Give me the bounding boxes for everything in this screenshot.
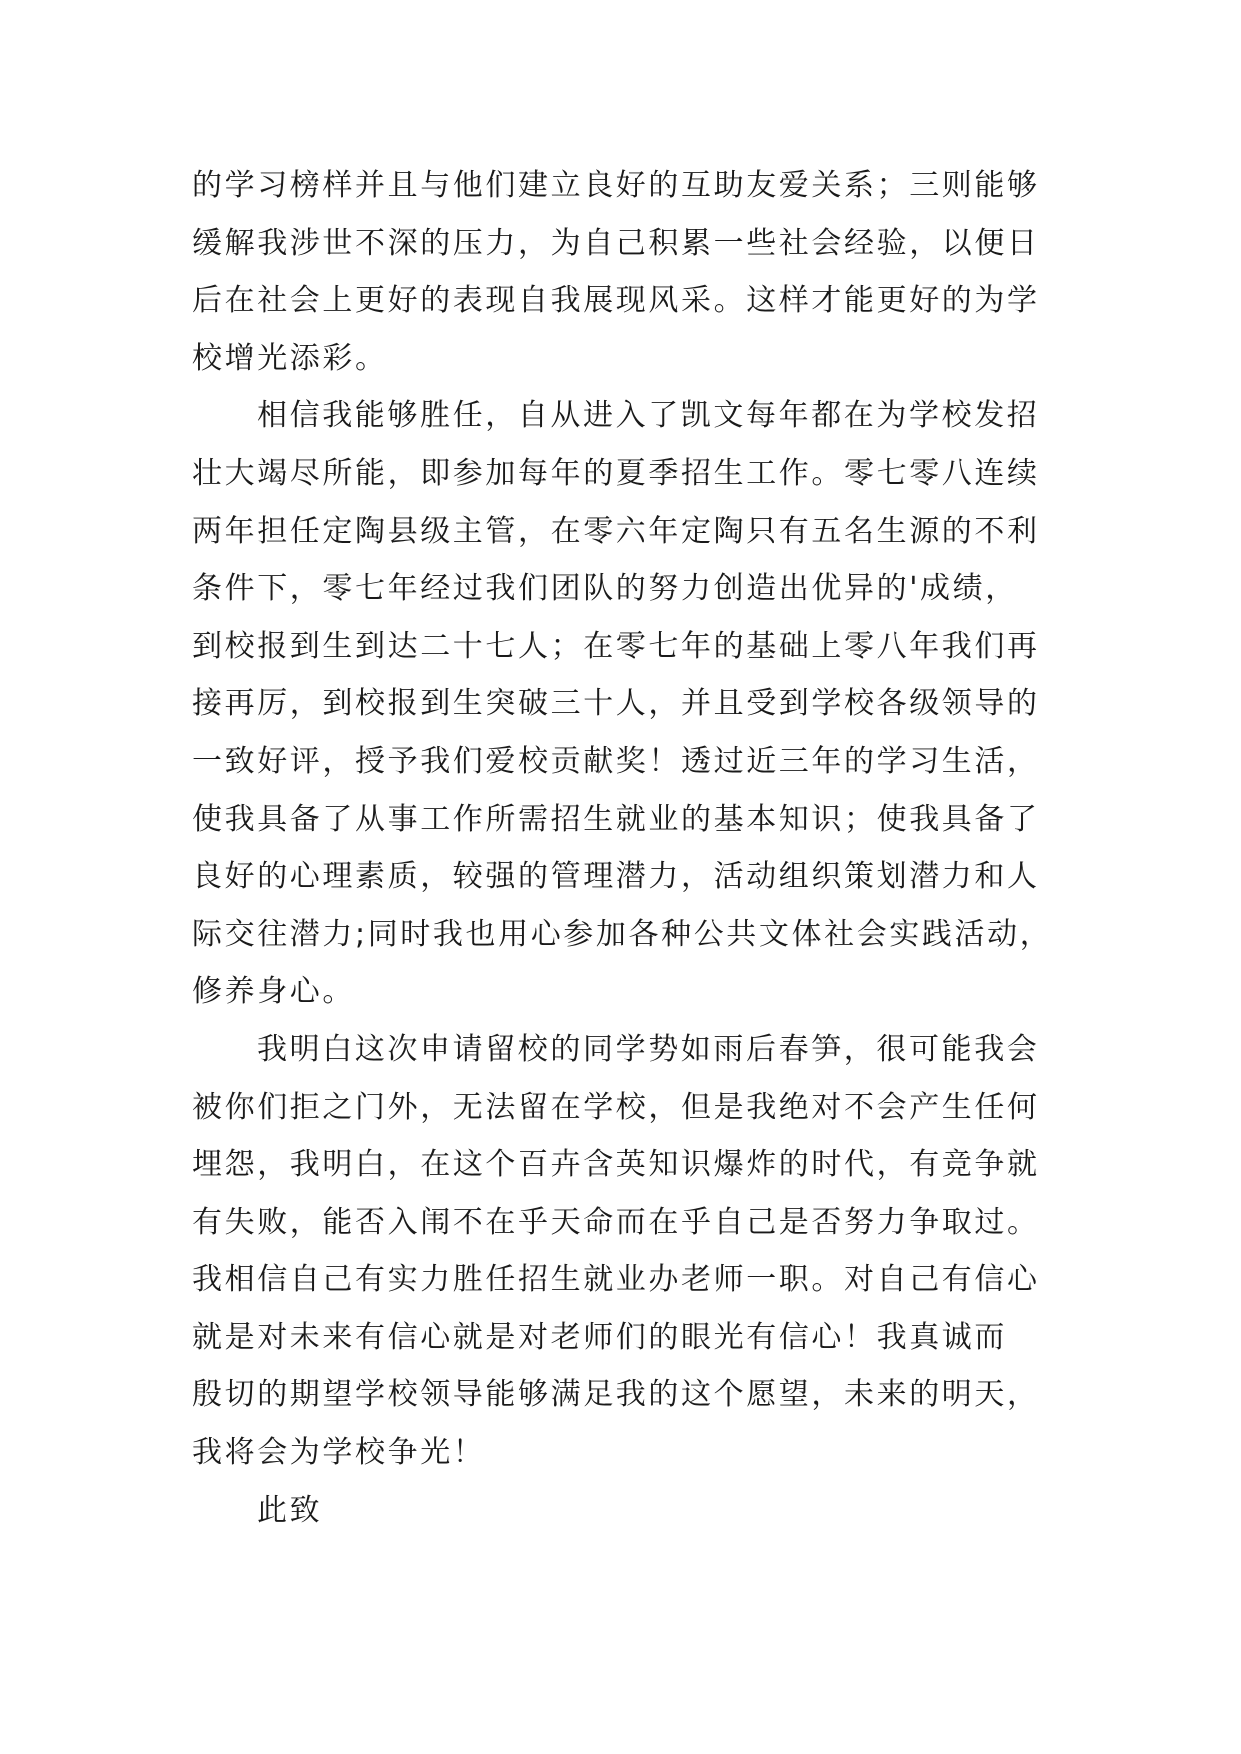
text-line: 缓解我涉世不深的压力，为自己积累一些社会经验，以便日 — [192, 225, 1040, 261]
text-line: 殷切的期望学校领导能够满足我的这个愿望，未来的明天， — [192, 1377, 1040, 1413]
text-line: 际交往潜力;同时我也用心参加各种公共文体社会实践活动， — [192, 916, 1053, 952]
text-line: 此致 — [257, 1492, 323, 1528]
text-line: 被你们拒之门外，无法留在学校，但是我绝对不会产生任何 — [192, 1089, 1040, 1125]
paragraph-2 — [192, 387, 1072, 1021]
text-line: 条件下，零七年经过我们团队的努力创造出优异的'成绩， — [192, 571, 1018, 607]
text-line: 就是对未来有信心就是对老师们的眼光有信心！我真诚而 — [192, 1319, 1007, 1355]
text-line: 修养身心。 — [192, 974, 355, 1010]
text-line: 一致好评，授予我们爱校贡献奖！透过近三年的学习生活， — [192, 743, 1040, 779]
text-line: 良好的心理素质，较强的管理潜力，活动组织策划潜力和人 — [192, 859, 1040, 895]
letter-body — [192, 157, 1072, 1539]
text-line: 相信我能够胜任，自从进入了凯文每年都在为学校发招 — [257, 398, 1040, 434]
text-line: 壮大竭尽所能，即参加每年的夏季招生工作。零七零八连续 — [192, 455, 1040, 491]
text-line: 使我具备了从事工作所需招生就业的基本知识；使我具备了 — [192, 801, 1040, 837]
text-line: 我相信自己有实力胜任招生就业办老师一职。对自己有信心 — [192, 1262, 1040, 1298]
text-line: 接再厉，到校报到生突破三十人，并且受到学校各级领导的 — [192, 686, 1040, 722]
text-line: 我将会为学校争光！ — [192, 1435, 486, 1471]
text-line: 校增光添彩。 — [192, 340, 388, 376]
text-line: 到校报到生到达二十七人；在零七年的基础上零八年我们再 — [192, 628, 1040, 664]
text-line: 埋怨，我明白，在这个百卉含英知识爆炸的时代，有竞争就 — [192, 1147, 1040, 1183]
closing-salutation — [192, 1482, 1072, 1540]
text-line: 有失败，能否入闱不在乎天命而在乎自己是否努力争取过。 — [192, 1204, 1040, 1240]
text-line: 的学习榜样并且与他们建立良好的互助友爱关系；三则能够 — [192, 168, 1040, 203]
text-line: 我明白这次申请留校的同学势如雨后春笋，很可能我会 — [257, 1031, 1040, 1067]
paragraph-3 — [192, 1021, 1072, 1482]
text-line: 后在社会上更好的表现自我展现风采。这样才能更好的为学 — [192, 283, 1040, 319]
text-line: 两年担任定陶县级主管，在零六年定陶只有五名生源的不利 — [192, 513, 1040, 549]
paragraph-1 — [192, 157, 1072, 387]
